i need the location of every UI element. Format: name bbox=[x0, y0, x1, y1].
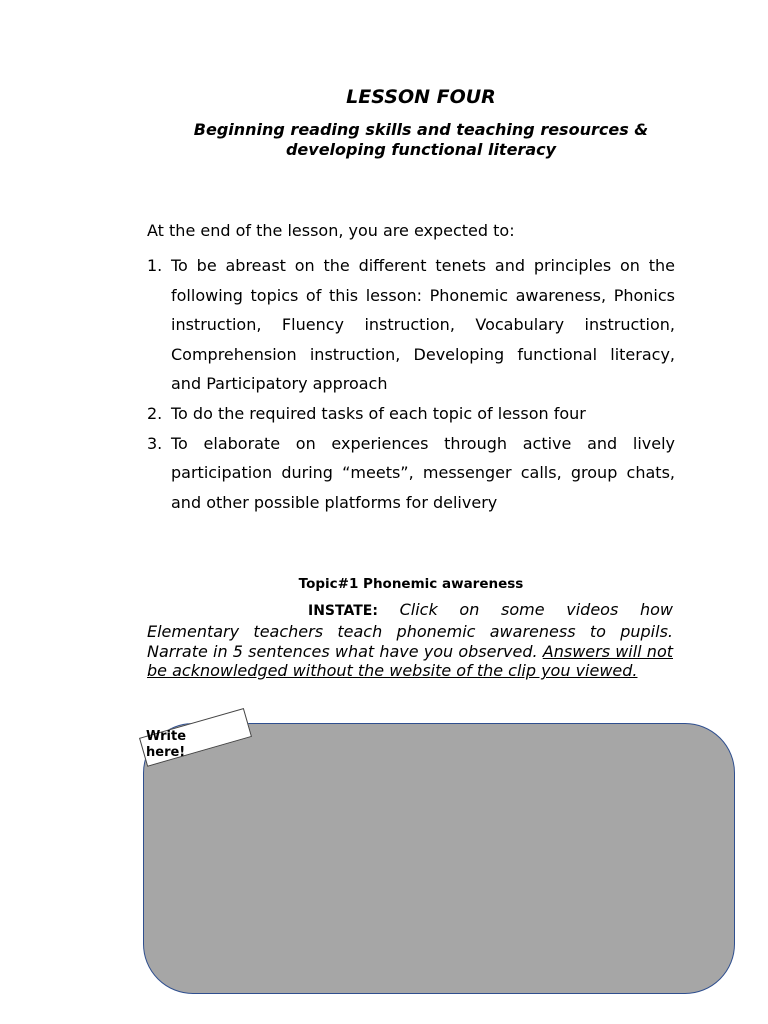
objective-number: 1. bbox=[147, 256, 163, 275]
instate-instructions: Click on some videos how Elementary teachers teach phonemic awareness to pupils. Narrate in 5 sentences what have you observed. bbox=[147, 600, 673, 661]
instate-label: INSTATE: bbox=[308, 603, 378, 619]
objective-text: To be abreast on the different tenets and principles on the following topics of this lesson: Phonemic awareness, Phonics instruction, Fluency instruction, Vocabulary instruction, Comprehension instruction, Developing functional literacy, and Participatory approach bbox=[171, 256, 675, 394]
objective-item bbox=[147, 251, 675, 399]
subtitle-line-1: Beginning reading skills and teaching resources & bbox=[193, 120, 649, 139]
objective-number: 2. bbox=[147, 403, 163, 423]
objective-number: 3. bbox=[147, 433, 163, 453]
lesson-subtitle bbox=[150, 120, 692, 160]
subtitle-line-2: developing functional literacy bbox=[285, 140, 557, 159]
objective-text: To elaborate on experiences through active and lively participation during “meets”, messenger calls, group chats, and other possible platforms for delivery bbox=[171, 433, 675, 512]
objectives-list bbox=[147, 251, 675, 517]
lesson-title: LESSON FOUR bbox=[346, 86, 496, 108]
objectives-intro: At the end of the lesson, you are expected to: bbox=[147, 221, 515, 240]
write-here-label: Write here! bbox=[146, 729, 187, 759]
objective-item bbox=[147, 429, 675, 518]
objective-text: To do the required tasks of each topic of lesson four bbox=[171, 403, 586, 423]
instate-paragraph bbox=[147, 600, 673, 681]
instate-note: Answers will not be acknowledged without the website of the clip you viewed. bbox=[147, 641, 673, 681]
objective-item bbox=[147, 399, 675, 429]
answer-box[interactable] bbox=[143, 723, 735, 994]
topic-heading: Topic#1 Phonemic awareness bbox=[298, 576, 524, 592]
